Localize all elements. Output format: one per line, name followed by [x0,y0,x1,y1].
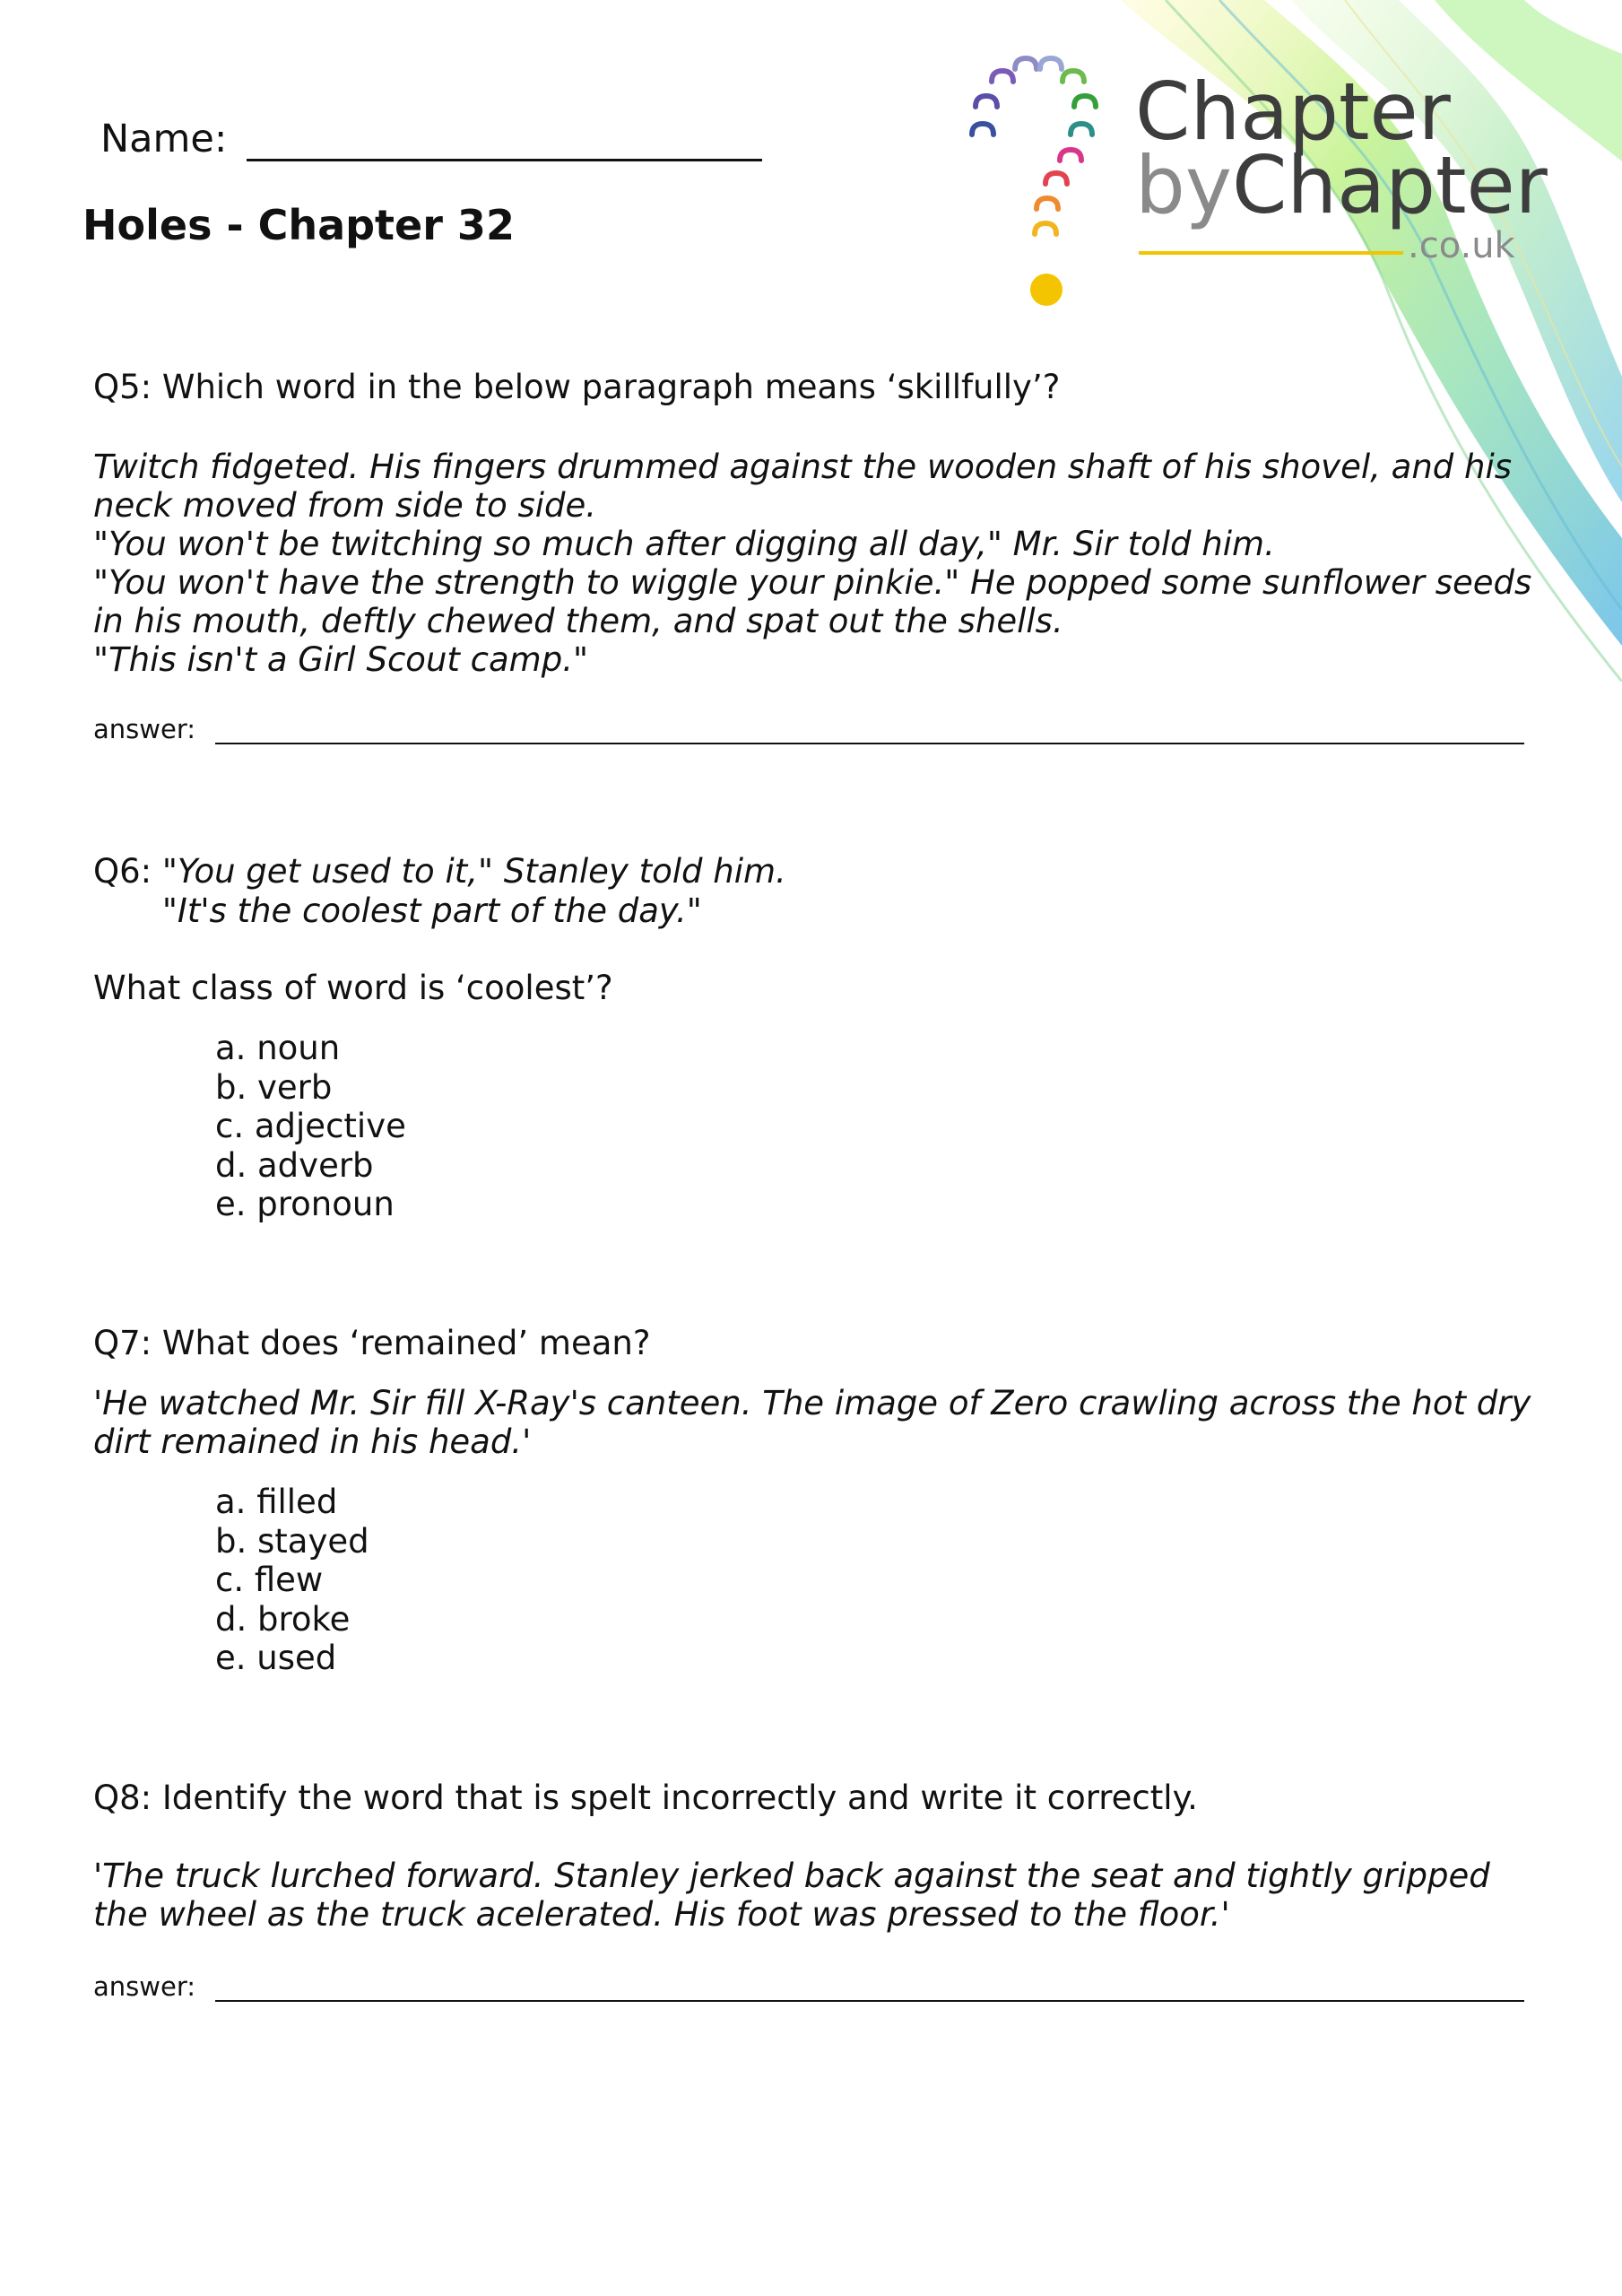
q6-question: What class of word is ‘coolest’? [93,969,613,1007]
q5-answer-label: answer: [93,714,196,744]
page-title: Holes - Chapter 32 [82,201,515,249]
q5-passage: Twitch fidgeted. His fingers drummed against the wooden shaft of his shovel, and his neck moved from side to side. "You won't be twitching so much after digging all day," Mr. Sir told him. "You won't have the strength to wiggle your pinkie." He popped some sunflower seeds in his mouth, deftly chewed them, and spat out the shells. "This isn't a Girl Scout camp." [93,448,1532,679]
q6-passage: "You get used to it," Stanley told him. "It's the coolest part of the day." [161,852,786,930]
q7-option-b[interactable]: b. stayed [215,1521,369,1561]
chapter-by-chapter-logo [959,49,1551,318]
q7-options [215,1483,369,1678]
q8-answer-field[interactable] [215,1982,1524,2002]
logo-dot [1030,274,1063,306]
q7-option-e[interactable]: e. used [215,1639,337,1677]
q6-option-e[interactable]: e. pronoun [215,1185,395,1223]
logo-line2 [1135,139,1548,231]
logo-line1: Chapter [1135,65,1451,158]
q6-prefix: Q6: [93,852,162,891]
q7-passage: 'He watched Mr. Sir fill X-Ray's canteen. The image of Zero crawling across the hot dry dirt remained in his head.' [93,1384,1531,1461]
q6-option-a[interactable]: a. noun [215,1029,341,1067]
q7-question: Q7: What does ‘remained’ mean? [93,1324,651,1362]
name-row [100,117,762,161]
q6-header [93,852,786,931]
book-arc-icon [972,58,1096,234]
q6-options [215,1029,406,1224]
q5-answer-field[interactable] [215,725,1524,744]
q7-option-a[interactable]: a. filled [215,1483,338,1521]
q7-option-c[interactable]: c. flew [215,1561,324,1599]
q6-option-d[interactable]: d. adverb [215,1145,374,1185]
q6-option-b[interactable]: b. verb [215,1067,333,1107]
q8-passage: 'The truck lurched forward. Stanley jerked back against the seat and tightly gripped the wheel as the truck acelerated. His foot was pressed to the floor.' [93,1857,1490,1934]
q8-answer-row [93,1971,1524,2002]
logo-domain: .co.uk [1408,225,1515,266]
name-label: Name: [100,117,228,161]
q5-question: Q5: Which word in the below paragraph means ‘skillfully’? [93,368,1061,406]
q7-option-d[interactable]: d. broke [215,1599,351,1639]
logo-chapter: Chapter [1231,139,1548,231]
name-field[interactable] [247,119,762,161]
logo-by: by [1135,139,1232,231]
q8-answer-label: answer: [93,1971,196,2002]
q5-answer-row [93,714,1524,744]
q6-option-c[interactable]: c. adjective [215,1107,406,1145]
q8-question: Q8: Identify the word that is spelt incorrectly and write it correctly. [93,1779,1198,1817]
